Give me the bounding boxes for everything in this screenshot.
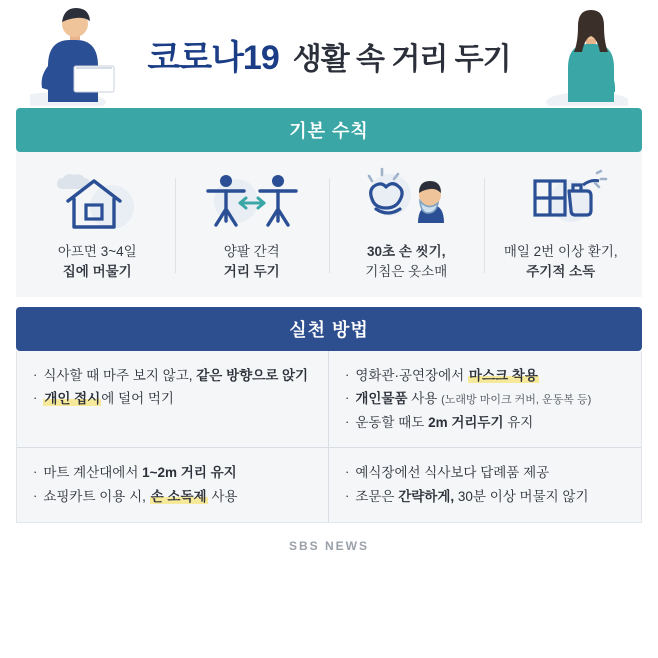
bullet-text — [43, 387, 314, 411]
text-run: 개인 접시 — [44, 391, 101, 407]
rule-handwash-cough — [329, 164, 484, 283]
spray-window-icon — [513, 164, 609, 236]
bullet-dot-icon: · — [345, 488, 350, 503]
rule-line2: 기침은 옷소매 — [365, 264, 448, 280]
bullet-text — [43, 461, 314, 485]
text-run: 유지 — [503, 414, 534, 430]
text-run: 손 소독제 — [150, 489, 207, 504]
bullet-dot-icon: · — [345, 413, 350, 429]
text-run: 에 덜어 먹기 — [101, 391, 174, 407]
practice-cell-4 — [329, 448, 641, 521]
text-run: (노래방 마이크 커버, 운동복 등) — [441, 394, 592, 407]
rule-text — [224, 242, 280, 283]
text-run: 개인물품 — [355, 391, 408, 407]
basic-rules-heading: 기본 수칙 — [16, 108, 642, 152]
bullet-dot-icon: · — [33, 366, 38, 382]
bullet-item — [33, 364, 314, 388]
rule-line1: 양팔 간격 — [223, 244, 280, 259]
text-run: 2m 거리두기 — [428, 414, 504, 430]
page-title — [147, 30, 510, 79]
rule-text — [504, 242, 618, 283]
practice-cell-3 — [17, 448, 329, 521]
text-run: 사용 — [407, 391, 442, 407]
practice-heading: 실천 방법 — [16, 307, 642, 351]
bullet-text — [355, 485, 627, 509]
bullet-text — [43, 485, 314, 509]
bullet-dot-icon: · — [345, 366, 350, 382]
basic-rules-panel — [16, 152, 642, 297]
house-icon — [54, 164, 140, 236]
arms-distance-icon — [202, 164, 302, 236]
bullet-item — [345, 387, 627, 411]
text-run: 사용 — [207, 489, 238, 504]
bullet-text — [43, 364, 314, 388]
bullet-item — [345, 461, 627, 485]
bullet-item — [345, 411, 627, 435]
bullet-dot-icon: · — [345, 390, 350, 406]
rule-text — [58, 242, 137, 283]
rule-line2: 주기적 소독 — [526, 264, 596, 280]
woman-illustration — [508, 6, 628, 106]
bullet-text — [355, 411, 627, 435]
text-run: 운동할 때도 — [355, 414, 429, 430]
bullet-item — [33, 485, 314, 509]
bullet-dot-icon: · — [33, 488, 38, 503]
bullet-text — [355, 461, 627, 485]
text-run: 식사할 때 마주 보지 않고, — [43, 367, 197, 383]
text-run: 쇼핑카트 이용 시, — [43, 489, 150, 504]
bullet-item — [345, 485, 627, 509]
footer-brand: SBS NEWS — [288, 538, 369, 553]
text-run: 간략하게, — [398, 489, 455, 504]
bullet-dot-icon: · — [345, 464, 350, 480]
rule-line1: 아프면 3~4일 — [57, 244, 137, 259]
title-sub: 생활 속 거리 두기 — [292, 42, 511, 76]
text-run: 영화관·공연장에서 — [355, 367, 468, 383]
rule-arms-distance — [175, 164, 330, 283]
man-illustration — [30, 6, 150, 106]
rule-line1: 매일 2번 이상 환기, — [503, 244, 618, 259]
text-run: 같은 방향으로 앉기 — [196, 367, 309, 383]
text-run: 1~2m 거리 유지 — [142, 465, 237, 481]
text-run: 마스크 착용 — [468, 367, 538, 383]
rule-line2: 집에 머물기 — [62, 264, 132, 280]
bullet-item — [33, 461, 314, 485]
bullet-item — [33, 387, 314, 411]
practice-panel — [16, 351, 642, 523]
bullet-dot-icon: · — [33, 464, 38, 480]
header — [16, 0, 642, 108]
text-run: 마트 계산대에서 — [43, 465, 143, 481]
title-main: 코로나19 — [147, 38, 279, 77]
bullet-item — [345, 364, 627, 388]
rule-ventilate-disinfect — [484, 164, 639, 283]
rule-line1: 30초 손 씻기, — [367, 244, 446, 259]
rule-line2: 거리 두기 — [223, 264, 280, 280]
bullet-text — [355, 364, 627, 388]
practice-cell-2 — [329, 351, 641, 449]
text-run: 조문은 — [355, 489, 399, 504]
rule-stay-home — [20, 164, 175, 283]
bullet-dot-icon: · — [33, 390, 38, 406]
rule-text — [365, 242, 447, 283]
handwash-cough-icon — [356, 164, 456, 236]
text-run: 예식장에선 식사보다 답례품 제공 — [355, 465, 550, 481]
practice-cell-1 — [17, 351, 329, 449]
bullet-text — [355, 387, 627, 411]
text-run: 30분 이상 머물지 않기 — [454, 489, 589, 504]
